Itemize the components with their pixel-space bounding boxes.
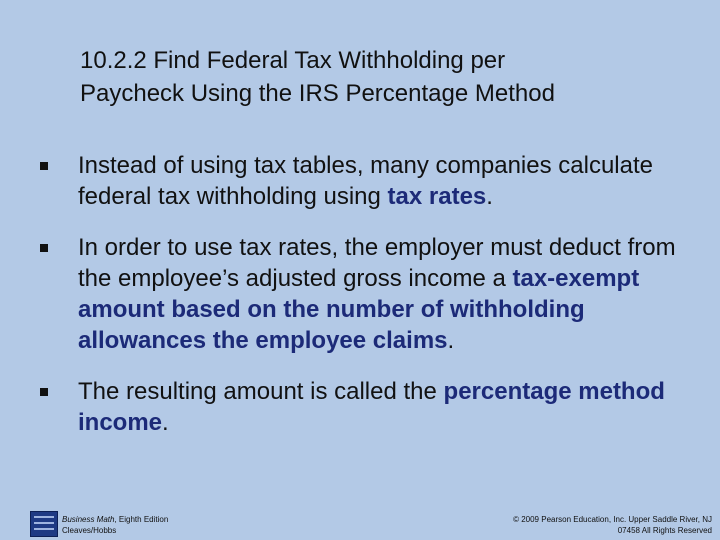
footer-copyright-line-1: © 2009 Pearson Education, Inc. Upper Saddle River, NJ xyxy=(513,515,712,524)
square-bullet-icon xyxy=(40,244,48,252)
bullet-1-text-a: Instead of using tax tables, many companies calculate federal tax withholding using xyxy=(78,152,653,210)
bullet-3-text-a: The resulting amount is called the xyxy=(78,378,444,405)
slide-title-line-1: 10.2.2 Find Federal Tax Withholding per xyxy=(80,47,506,74)
footer-authors: Cleaves/Hobbs xyxy=(62,526,117,535)
bullet-2-text-a: In order to use tax rates, the employer must deduct from the employee’s adjusted gross income a xyxy=(78,234,676,292)
bullet-list xyxy=(40,150,680,458)
bullet-1-highlight: tax rates xyxy=(387,183,487,210)
footer-copyright xyxy=(513,514,712,536)
bullet-item-2 xyxy=(40,232,680,356)
bullet-1-text-b: . xyxy=(486,183,493,210)
bullet-2-text-b: . xyxy=(447,327,455,354)
bullet-3-highlight: percentage method income xyxy=(78,378,665,436)
footer-edition: , Eighth Edition xyxy=(114,515,169,524)
bullet-3-text-b: . xyxy=(162,409,169,436)
square-bullet-icon xyxy=(40,162,48,170)
bullet-2-highlight: tax-exempt amount based on the number of withholding allowances the employee claims xyxy=(78,265,640,354)
footer-book-title: Business Math xyxy=(62,515,115,524)
bullet-item-3 xyxy=(40,376,680,438)
footer-book-info xyxy=(62,514,168,536)
slide-title xyxy=(80,44,680,110)
square-bullet-icon xyxy=(40,388,48,396)
bullet-item-1 xyxy=(40,150,680,212)
footer-copyright-line-2: 07458 All Rights Reserved xyxy=(617,526,712,535)
slide-title-line-2: Paycheck Using the IRS Percentage Method xyxy=(80,80,555,107)
pearson-logo-icon xyxy=(30,511,58,537)
